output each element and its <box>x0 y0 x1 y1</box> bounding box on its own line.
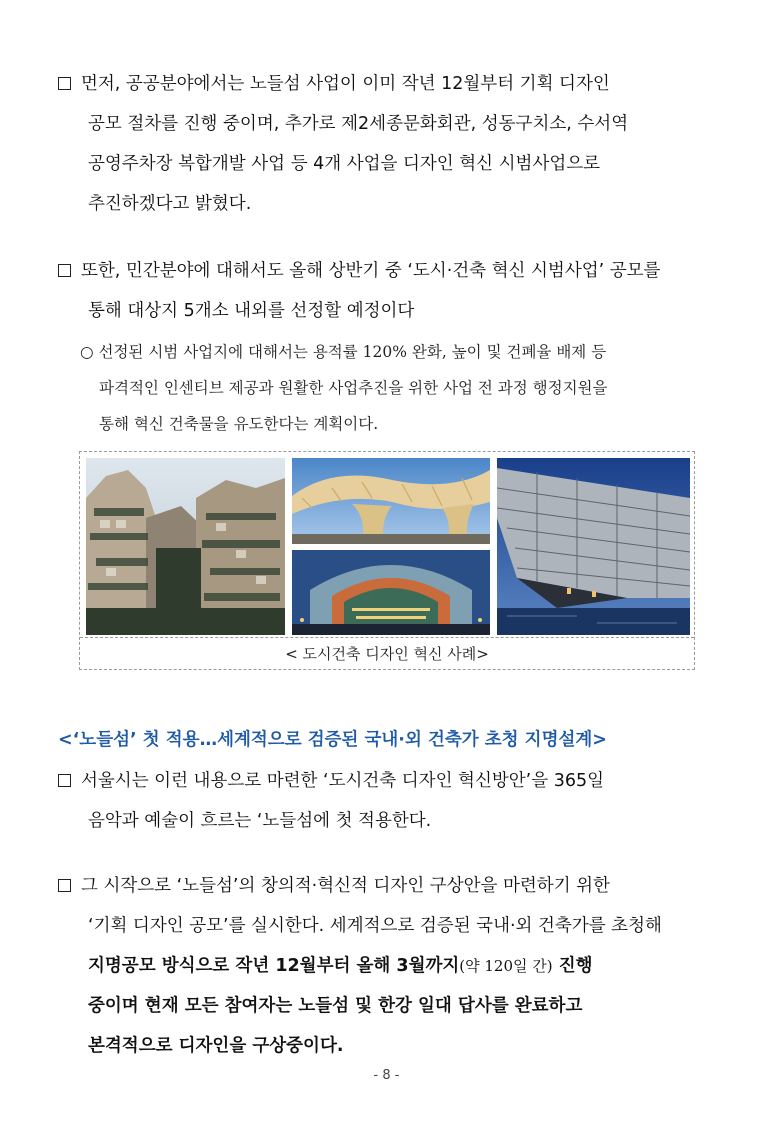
paragraph-nodeul-first <box>58 761 722 841</box>
p3-line-2: 음악과 예술이 흐르는 ‘노들섬에 첫 적용한다. <box>88 811 432 831</box>
p1-line-4: 추진하겠다고 밝혔다. <box>88 194 252 214</box>
p1-line-1: 먼저, 공공분야에서는 노들섬 사업이 이미 작년 12월부터 기획 디자인 <box>81 74 610 94</box>
p3-line-1: 서울시는 이런 내용으로 마련한 ‘도시건축 디자인 혁신방안’을 365일 <box>81 771 604 791</box>
paragraph-private-sector <box>58 251 722 331</box>
p4-line-3a: 지명공모 방식으로 작년 12월부터 올해 3월까지 <box>88 956 460 976</box>
p4-line-5: 본격적으로 디자인을 구상중이다. <box>88 1036 344 1056</box>
p2-line-2: 통해 대상지 5개소 내외를 선정할 예정이다 <box>88 301 415 321</box>
photo-markthal <box>292 550 490 635</box>
paragraph-design-competition <box>58 866 722 1066</box>
circle-bullet-icon: ○ <box>80 343 94 361</box>
p4-line-3b: (약 120일 간) <box>459 957 553 975</box>
p4-line-4: 중이며 현재 모든 참여자는 노들섬 및 한강 일대 답사를 완료하고 <box>88 996 583 1016</box>
sub1-line-3: 통해 혁신 건축물을 유도한다는 계획이다. <box>99 415 379 433</box>
p4-line-3c: 진행 <box>552 956 593 976</box>
photo-parasol <box>292 458 490 544</box>
photo-sluishuis <box>497 458 690 635</box>
page-number: - 8 - <box>373 1068 400 1083</box>
p1-line-3: 공영주차장 복합개발 사업 등 4개 사업을 디자인 혁신 시범사업으로 <box>88 154 601 174</box>
checkbox-bullet-icon <box>58 77 71 90</box>
p2-line-1: 또한, 민간분야에 대해서도 올해 상반기 중 ‘도시·건축 혁신 시범사업’ 공모를 <box>81 261 661 281</box>
p1-line-2: 공모 절차를 진행 중이며, 추가로 제2세종문화회관, 성동구치소, 수서역 <box>88 114 629 134</box>
checkbox-bullet-icon <box>58 774 71 787</box>
sub-bullet-incentives <box>80 334 720 442</box>
p4-line-1: 그 시작으로 ‘노들섬’의 창의적·혁신적 디자인 구상안을 마련하기 위한 <box>81 876 610 896</box>
paragraph-public-sector <box>58 64 722 224</box>
p4-line-3 <box>58 946 722 986</box>
figure-design-examples <box>79 451 695 670</box>
sub1-line-2: 파격적인 인센티브 제공과 원활한 사업추진을 위한 사업 전 과정 행정지원을 <box>99 379 608 397</box>
section-heading: <‘노들섬’ 첫 적용…세계적으로 검증된 국내·외 건축가 초청 지명설계> <box>58 730 607 750</box>
figure-caption: < 도시건축 디자인 혁신 사례> <box>80 637 694 671</box>
sub1-line-1: 선정된 시범 사업지에 대해서는 용적률 120% 완화, 높이 및 건폐율 배제 등 <box>98 343 607 361</box>
photo-valley-building <box>86 458 285 635</box>
p4-line-2: ‘기획 디자인 공모’를 실시한다. 세계적으로 검증된 국내·외 건축가를 초청해 <box>88 916 662 936</box>
checkbox-bullet-icon <box>58 879 71 892</box>
checkbox-bullet-icon <box>58 264 71 277</box>
